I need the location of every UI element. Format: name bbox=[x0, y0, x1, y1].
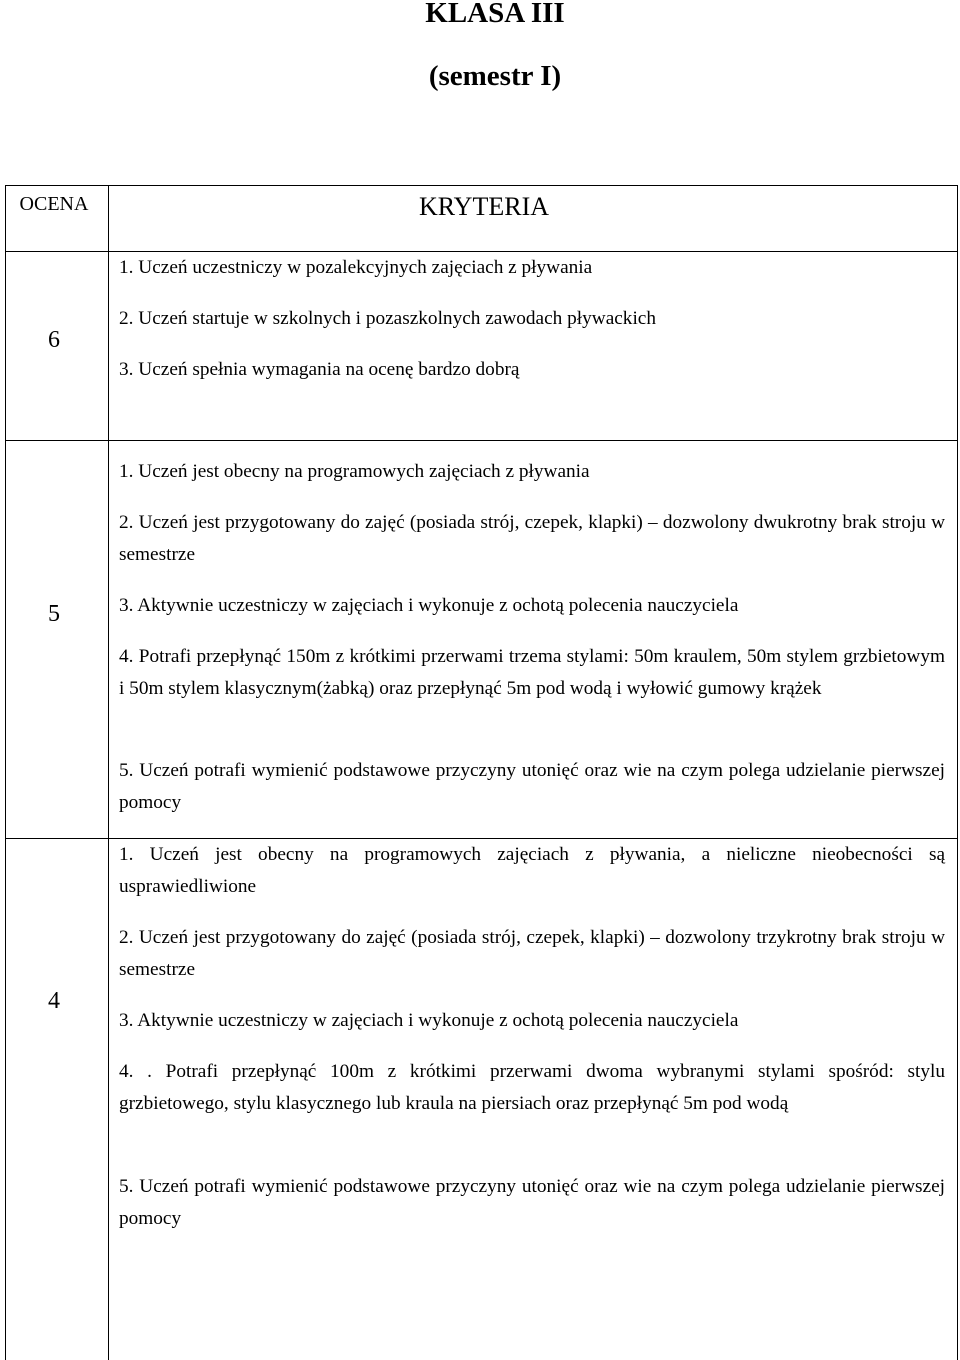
grade-4-criterion-1: 1. Uczeń jest obecny na programowych zajęciach z pływania, a nieliczne nieobecności są usprawiedliwione bbox=[119, 844, 945, 897]
grade-6-criterion-2: 2. Uczeń startuje w szkolnych i pozaszkolnych zawodach pływackich bbox=[119, 308, 657, 329]
grade-6-criterion-1: 1. Uczeń uczestniczy w pozalekcyjnych zajęciach z pływania bbox=[119, 257, 593, 278]
grade-4-value: 4 bbox=[48, 988, 60, 1014]
grade-5-value: 5 bbox=[48, 601, 60, 627]
grade-5-criterion-3: 3. Aktywnie uczestniczy w zajęciach i wykonuje z ochotą polecenia nauczyciela bbox=[119, 595, 739, 616]
table-border-top bbox=[5, 185, 958, 186]
grade-4-criterion-5: 5. Uczeń potrafi wymienić podstawowe przyczyny utonięć oraz wie na czym polega udzielanie pierwszej pomocy bbox=[119, 1176, 945, 1229]
column-header-grade: OCENA bbox=[19, 193, 89, 215]
grade-5-criterion-5: 5. Uczeń potrafi wymienić podstawowe przyczyny utonięć oraz wie na czym polega udzielanie pierwszej pomocy bbox=[119, 760, 945, 813]
grade-5-criterion-1: 1. Uczeń jest obecny na programowych zajęciach z pływania bbox=[119, 461, 590, 482]
grade-5-criterion-4: 4. Potrafi przepłynąć 150m z krótkimi przerwami trzema stylami: 50m kraulem, 50m stylem grzbietowym i 50m stylem klasycznym(żabką) oraz przepłynąć 5m pod wodą i wyłowić gumowy krążek bbox=[119, 646, 945, 699]
document-subtitle: (semestr I) bbox=[428, 60, 562, 92]
column-header-criteria: KRYTERIA bbox=[419, 192, 549, 221]
grade-4-criterion-4: 4. . Potrafi przepłynąć 100m z krótkimi przerwami dwoma wybranymi stylami spośród: stylu grzbietowego, stylu klasycznego lub kraula na piersiach oraz przepłynąć 5m pod wodą bbox=[119, 1061, 945, 1114]
grade-5-criterion-2: 2. Uczeń jest przygotowany do zajęć (posiada strój, czepek, klapki) – dozwolony dwukrotny brak stroju w semestrze bbox=[119, 512, 945, 565]
grade-6-criterion-3: 3. Uczeń spełnia wymagania na ocenę bardzo dobrą bbox=[119, 359, 520, 380]
table-border-left bbox=[5, 185, 6, 1360]
document-title: KLASA III bbox=[425, 0, 565, 29]
row-divider-6-5 bbox=[5, 440, 958, 441]
table-border-right bbox=[957, 185, 958, 1360]
column-divider bbox=[108, 185, 109, 1360]
grade-4-criterion-3: 3. Aktywnie uczestniczy w zajęciach i wykonuje z ochotą polecenia nauczyciela bbox=[119, 1010, 739, 1031]
grade-4-criterion-2: 2. Uczeń jest przygotowany do zajęć (posiada strój, czepek, klapki) – dozwolony trzykrotny brak stroju w semestrze bbox=[119, 927, 945, 980]
grade-6-value: 6 bbox=[48, 327, 60, 353]
